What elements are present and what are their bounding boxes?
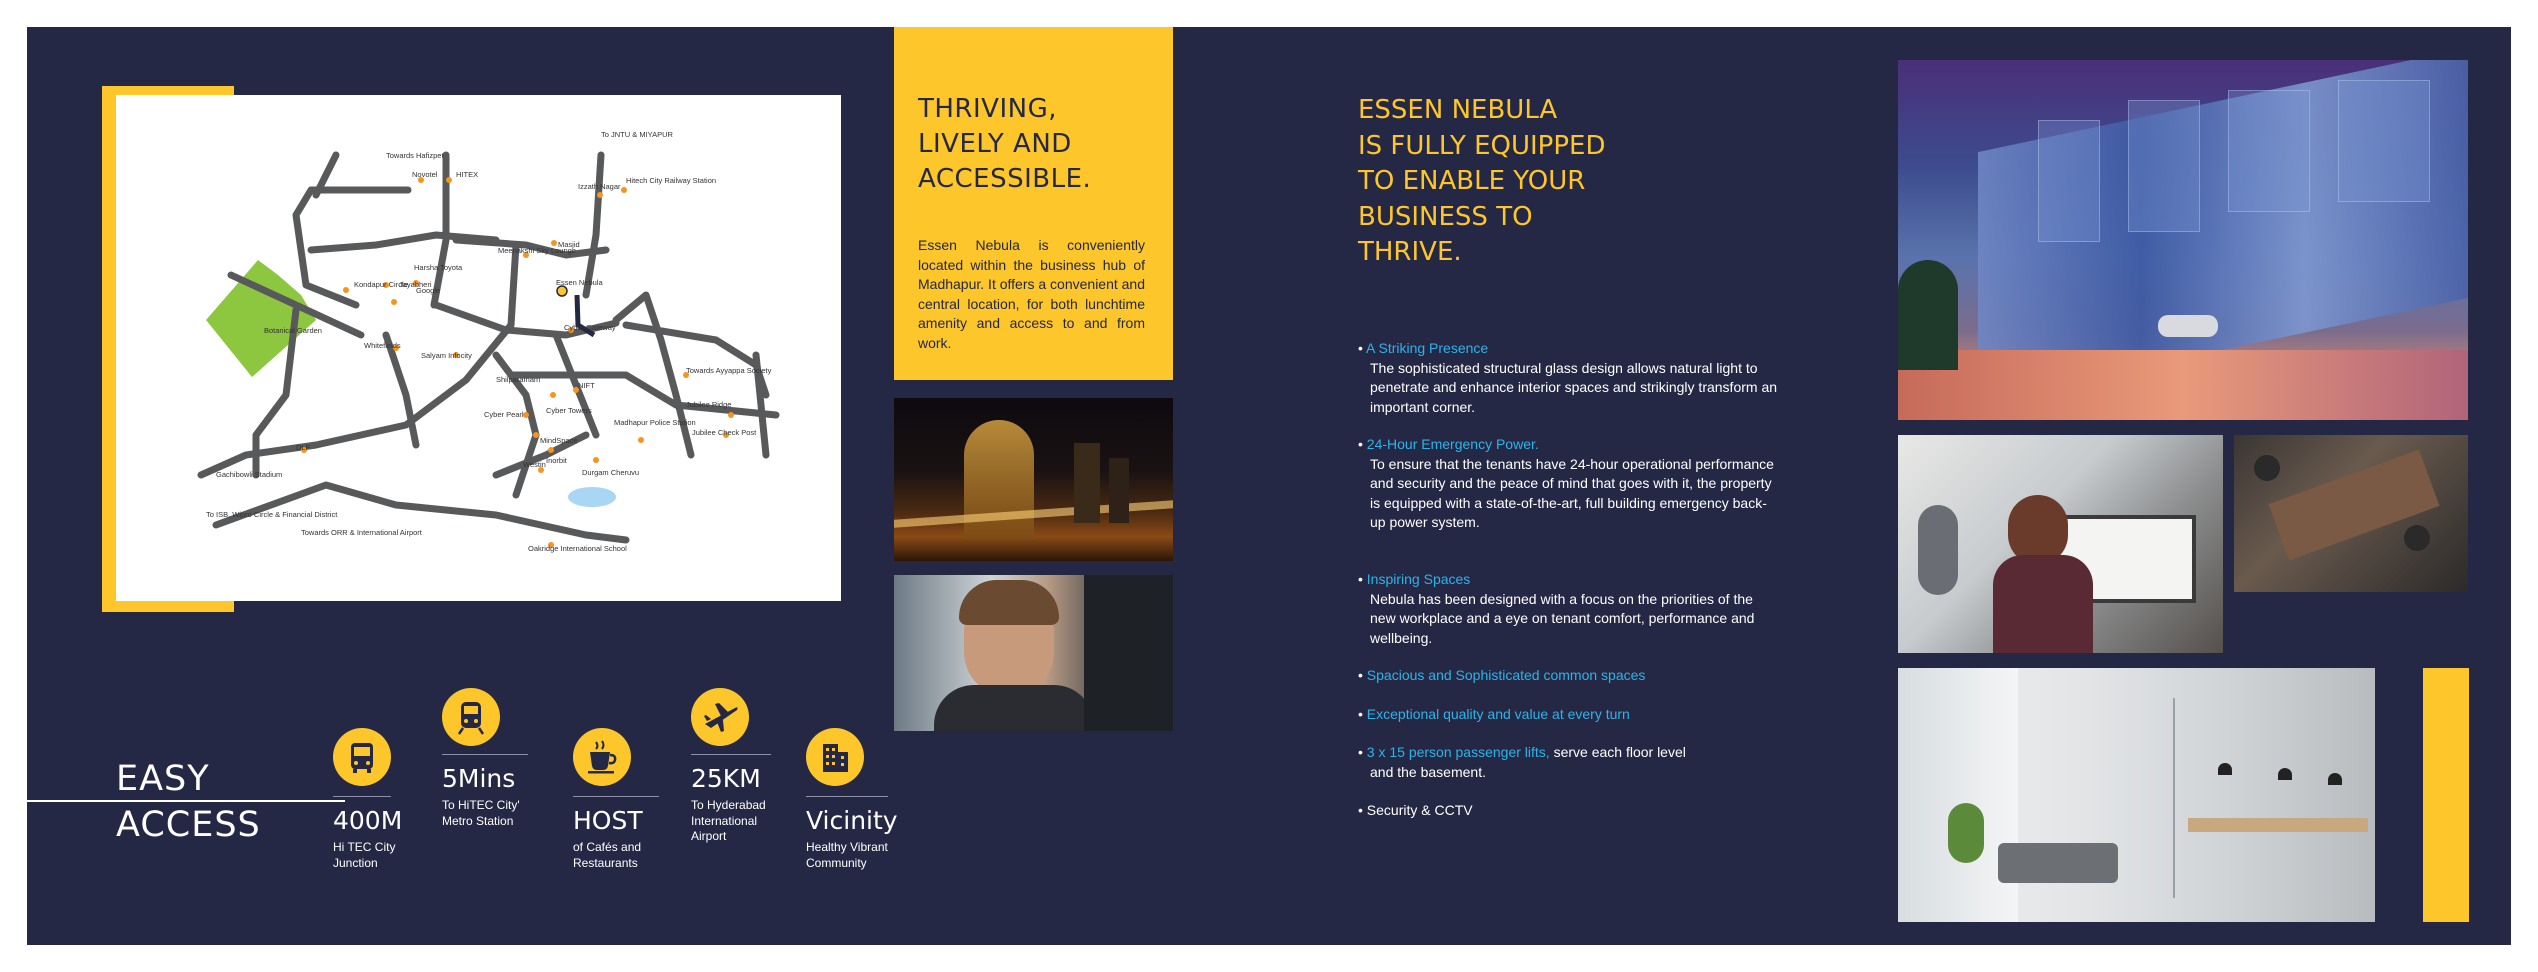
nebula-heading-line: IS FULLY EQUIPPED	[1358, 130, 1606, 161]
smiling-man-photo	[894, 575, 1173, 731]
map-label: Masjid	[558, 240, 580, 249]
feature-body: The sophisticated structural glass design allows natural light to penetrate and enhance interior spaces and strikingly transform an important corner.	[1370, 359, 1778, 415]
meeting-table-photo	[2234, 435, 2468, 592]
intro-body: Essen Nebula is conveniently located within the business hub of Madhapur. It offers a convenient and central location, for both lunchtime amenity and access to and from work.	[918, 237, 1146, 351]
easy-access-heading	[116, 756, 296, 848]
map-label: Izzath Nagar	[578, 182, 621, 191]
nebula-heading-line: BUSINESS TO	[1358, 201, 1533, 232]
map-label: HITEX	[456, 170, 479, 179]
intro-heading	[918, 92, 1158, 197]
garden-area	[206, 260, 316, 377]
map-label: Durgam Cheruvu	[582, 468, 640, 477]
easy-access-heading-line: EASY	[116, 759, 210, 799]
map-label: Meenakshi Sky Lounge	[498, 246, 576, 255]
map-label: Cyber Towers	[546, 406, 592, 415]
airplane-icon	[691, 688, 749, 746]
office-workers-photo	[1898, 435, 2223, 653]
access-value: Vicinity	[806, 806, 898, 835]
map-label: To ISB, Wipro Circle & Financial District	[206, 510, 338, 519]
feature-item: • Exceptional quality and value at every turn	[1358, 706, 1630, 722]
map-label: Westin	[523, 460, 546, 469]
bus-icon	[333, 728, 391, 786]
map-roads	[116, 95, 841, 601]
location-map	[116, 95, 841, 601]
map-label: Oakridge International School	[528, 544, 627, 553]
map-label: NIFT	[578, 381, 595, 390]
map-label: Towards Hafizpet	[386, 151, 444, 160]
feature-body: Nebula has been designed with a focus on the priorities of the new workplace and a eye on tenant comfort, performance and wellbeing.	[1370, 590, 1755, 646]
access-rule	[442, 754, 528, 755]
building-icon	[806, 728, 864, 786]
easy-access-heading-line: ACCESS	[116, 805, 261, 845]
map-label: Madhapur Police Station	[614, 418, 696, 427]
map-label: Botanical Garden	[264, 326, 322, 335]
access-rule	[691, 754, 771, 755]
nebula-heading-line: ESSEN NEBULA	[1358, 95, 1558, 125]
map-label: Inorbit	[546, 456, 567, 465]
access-desc-line: Community	[806, 855, 867, 870]
access-desc	[333, 840, 453, 871]
building-exterior-photo	[1898, 60, 2468, 420]
map-label: Cyber Pearl	[484, 410, 524, 419]
feature-item: • 24-Hour Emergency Power. To ensure that the tenants have 24-hour operational performance and security and the peace of mind that goes with it, the property is equipped with a state-of-the-art, full building emergency back-up power system.	[1358, 435, 1778, 533]
feature-tail: serve each floor level	[1549, 744, 1686, 760]
intro-heading-line: ACCESSIBLE.	[918, 164, 1092, 194]
access-value: HOST	[573, 806, 643, 835]
feature-body: and the basement.	[1370, 763, 1486, 780]
feature-body: To ensure that the tenants have 24-hour operational performance and security and the peace of mind that goes with it, the property is equipped with a state-of-the-art, full building emergency back-up power system.	[1370, 455, 1774, 530]
map-label: Whitefields	[364, 341, 401, 350]
feature-item: • Spacious and Sophisticated common spaces	[1358, 667, 1646, 683]
feature-item: • Security & CCTV	[1358, 802, 1473, 818]
access-rule	[806, 796, 888, 797]
site-marker	[557, 286, 567, 296]
nebula-heading-line: TO ENABLE YOUR	[1358, 166, 1586, 196]
map-label: To JNTU & MIYAPUR	[601, 130, 673, 139]
feature-heading: 24-Hour Emergency Power.	[1366, 436, 1539, 452]
feature-item: • 3 x 15 person passenger lifts, serve each floor level and the basement.	[1358, 743, 1778, 782]
open-office-interior-photo	[1898, 668, 2375, 922]
feature-heading: Spacious and Sophisticated common spaces	[1366, 667, 1646, 683]
map-label: Cyber Gateway	[564, 323, 616, 332]
access-desc	[573, 840, 693, 871]
map-label: Hitech City Railway Station	[626, 176, 717, 185]
map-label: Towards ORR & International Airport	[301, 528, 422, 537]
access-desc-line: Metro Station	[442, 813, 514, 828]
intro-heading-line: LIVELY AND	[918, 129, 1072, 159]
access-desc-line: To Hyderabad	[691, 798, 766, 812]
access-value: 5Mins	[442, 764, 516, 793]
train-icon	[442, 688, 500, 746]
feature-heading: Exceptional quality and value at every turn	[1366, 706, 1630, 722]
map-label: Novotel	[412, 170, 438, 179]
access-desc-line: Healthy Vibrant	[806, 840, 888, 854]
feature-heading: 3 x 15 person passenger lifts,	[1366, 744, 1550, 760]
feature-heading: Inspiring Spaces	[1366, 571, 1471, 587]
feature-heading: A Striking Presence	[1366, 340, 1489, 356]
access-desc-line: International	[691, 813, 758, 828]
map-label: Shilparamam	[496, 375, 541, 384]
nebula-heading	[1358, 93, 1658, 271]
access-desc-line: To HiTEC City'	[442, 798, 520, 812]
intro-heading-line: THRIVING,	[918, 94, 1057, 124]
map-label: Gachibowli Stadium	[216, 470, 283, 479]
access-value: 400M	[333, 806, 403, 835]
map-label: Google	[416, 286, 441, 295]
access-desc-line: of Cafés and	[573, 840, 642, 854]
city-night-photo	[894, 398, 1173, 561]
coffee-icon	[573, 728, 631, 786]
access-desc-line: Airport	[691, 829, 727, 843]
map-label: Salyam Infocity	[421, 351, 472, 360]
lake-area	[568, 487, 616, 507]
access-desc	[691, 798, 811, 845]
map-label: MindSpace	[540, 436, 578, 445]
access-desc-line: Junction	[333, 855, 378, 870]
feature-item: • A Striking Presence The sophisticated structural glass design allows natural light to penetrate and enhance interior spaces and strikingly transform an important corner.	[1358, 339, 1778, 417]
access-desc	[442, 798, 562, 829]
access-rule	[573, 796, 659, 797]
access-rule	[333, 796, 391, 797]
accent-bar	[2423, 668, 2469, 922]
map-label: Essen Nebula	[556, 278, 603, 287]
map-label: Jayabheri	[399, 280, 432, 289]
nebula-heading-line: THRIVE.	[1358, 237, 1462, 267]
map-label: Jubilee Ridge	[686, 400, 732, 409]
map-label: Harsha Toyota	[414, 263, 463, 272]
access-value: 25KM	[691, 764, 761, 793]
feature-item: • Inspiring Spaces Nebula has been designed with a focus on the priorities of the new workplace and a eye on tenant comfort, performance and wellbeing.	[1358, 570, 1778, 648]
map-label: DLF	[296, 443, 311, 452]
map-label: Towards Ayyappa Society	[686, 366, 772, 375]
map-label: Kondapur Circle	[354, 280, 408, 289]
access-desc	[806, 840, 926, 871]
map-label: Jubilee Check Post	[692, 428, 757, 437]
access-desc-line: Restaurants	[573, 855, 638, 870]
feature-tail: Security & CCTV	[1366, 802, 1473, 818]
access-desc-line: Hi TEC City	[333, 840, 396, 854]
